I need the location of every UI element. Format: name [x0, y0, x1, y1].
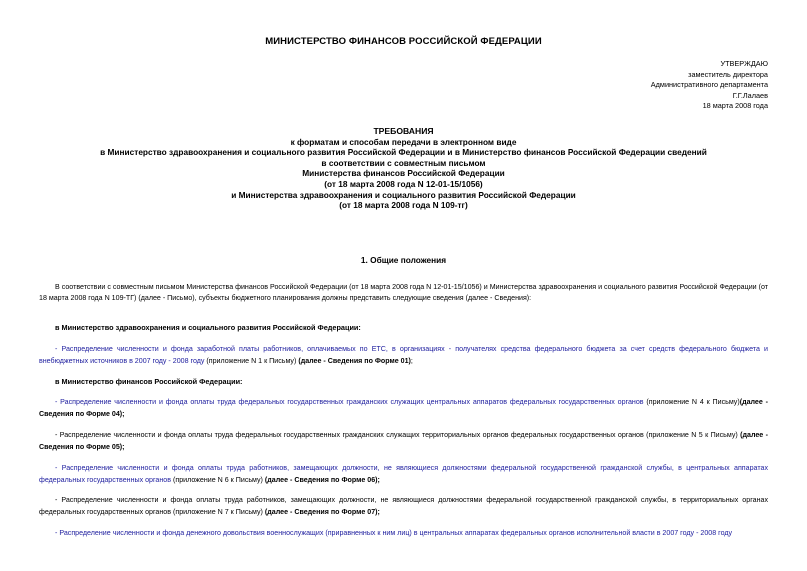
approval-line: УТВЕРЖДАЮ: [720, 59, 768, 68]
subhead-finance-ministry: в Министерство финансов Российской Федерации:: [55, 377, 243, 386]
item-bold: (далее - Сведения по Форме 07): [264, 507, 378, 516]
item-ref: (приложение N 6 к Письму): [171, 475, 265, 484]
title-line: (от 18 марта 2008 года N 12-01-15/1056): [324, 178, 483, 189]
document-title: [0, 126, 807, 211]
item-text: - Распределение численности и фонда оплаты труда федеральных государственных гражданских служащих территориальных органов федеральных государственных органов: [55, 431, 644, 439]
item-bold: (далее - Сведения по Форме 05): [39, 431, 768, 451]
intro-paragraph: В соответствии с совместным письмом Министерства финансов Российской Федерации (от 18 марта 2008 года N 12-01-15/1056) и Министерства здравоохранения и социального развития Российской Федерации (от 18 марта 2008 года N 109-ТГ) (далее - Письмо), субъекты бюджетного планирования должны представить следующие сведения (далее - Сведения):: [39, 283, 768, 303]
item-bold: (далее - Сведения по Форме 01): [298, 356, 411, 365]
list-item-form-military[interactable]: [39, 528, 768, 540]
item-tail: ;: [410, 356, 413, 365]
title-line: и Министерства здравоохранения и социального развития Российской Федерации: [231, 189, 576, 200]
item-link-text[interactable]: - Распределение численности и фонда оплаты труда работников, замещающих должности, не являющиеся должностями федеральной государственной гражданской службы, в центральных аппаратах федеральных государственных органов: [39, 464, 768, 484]
title-line: в Министерство здравоохранения и социального развития Российской Федерации и в Министерство финансов Российской Федерации сведений: [100, 147, 707, 158]
title-line: (от 18 марта 2008 года N 109-тг): [339, 200, 468, 211]
item-link-text[interactable]: - Распределение численности и фонда заработной платы работников, оплачиваемых по ЕТС, в организациях - получателях средства федерального бюджета за счет средств федерального бюджета и внебюджетных источников в 2007 году - 2008 году: [39, 345, 768, 365]
item-bold: (далее - Сведения по Форме 04): [39, 398, 768, 418]
item-ref: (приложение N 5 к Письму): [643, 431, 741, 439]
list-item-form-07: [39, 495, 768, 518]
item-tail: ;: [377, 507, 380, 516]
list-item-form-01[interactable]: [39, 344, 768, 367]
item-tail: ;: [122, 409, 125, 418]
approval-line: 18 марта 2008 года: [702, 101, 768, 110]
list-item-form-06[interactable]: [39, 463, 768, 486]
item-ref: (приложение N 4 к Письму): [643, 398, 740, 406]
list-item-form-04[interactable]: [39, 397, 768, 420]
title-line: в соответствии с совместным письмом: [321, 157, 486, 168]
title-line: ТРЕБОВАНИЯ: [373, 126, 434, 136]
item-ref: (приложение N 1 к Письму): [204, 356, 299, 365]
ministry-heading: МИНИСТЕРСТВО ФИНАНСОВ РОССИЙСКОЙ ФЕДЕРАЦИИ: [265, 36, 542, 47]
approval-block: [651, 59, 768, 112]
list-item-form-05: [39, 430, 768, 453]
item-tail: ;: [122, 442, 125, 451]
subhead-health-ministry: в Министерство здравоохранения и социального развития Российской Федерации:: [55, 323, 361, 332]
item-text: - Распределение численности и фонда оплаты труда работников, замещающих должности, не являющиеся должностями федеральной государственной гражданской службы, в территориальных органах федеральных государственных органов: [39, 496, 768, 516]
item-ref: (приложение N 7 к Письму): [171, 507, 265, 516]
item-link-text[interactable]: - Распределение численности и фонда оплаты труда федеральных государственных гражданских служащих центральных аппаратов федеральных государственных органов: [55, 398, 644, 406]
item-bold: (далее - Сведения по Форме 06): [264, 475, 378, 484]
section-heading: 1. Общие положения: [360, 255, 447, 265]
item-link-text[interactable]: - Распределение численности и фонда денежного довольствия военнослужащих (приравненных к ним лиц) в центральных аппаратах федеральных органов исполнительной власти в 2007 году - 2008 году: [55, 529, 733, 537]
approval-line: Административного департамента: [650, 80, 768, 89]
approval-line: Г.Г.Лалаев: [732, 90, 768, 100]
title-line: к форматам и способам передачи в электронном виде: [290, 136, 517, 147]
approval-line: заместитель директора: [688, 69, 768, 79]
item-tail: ;: [377, 475, 380, 484]
title-line: Министерства финансов Российской Федерации: [302, 168, 505, 179]
